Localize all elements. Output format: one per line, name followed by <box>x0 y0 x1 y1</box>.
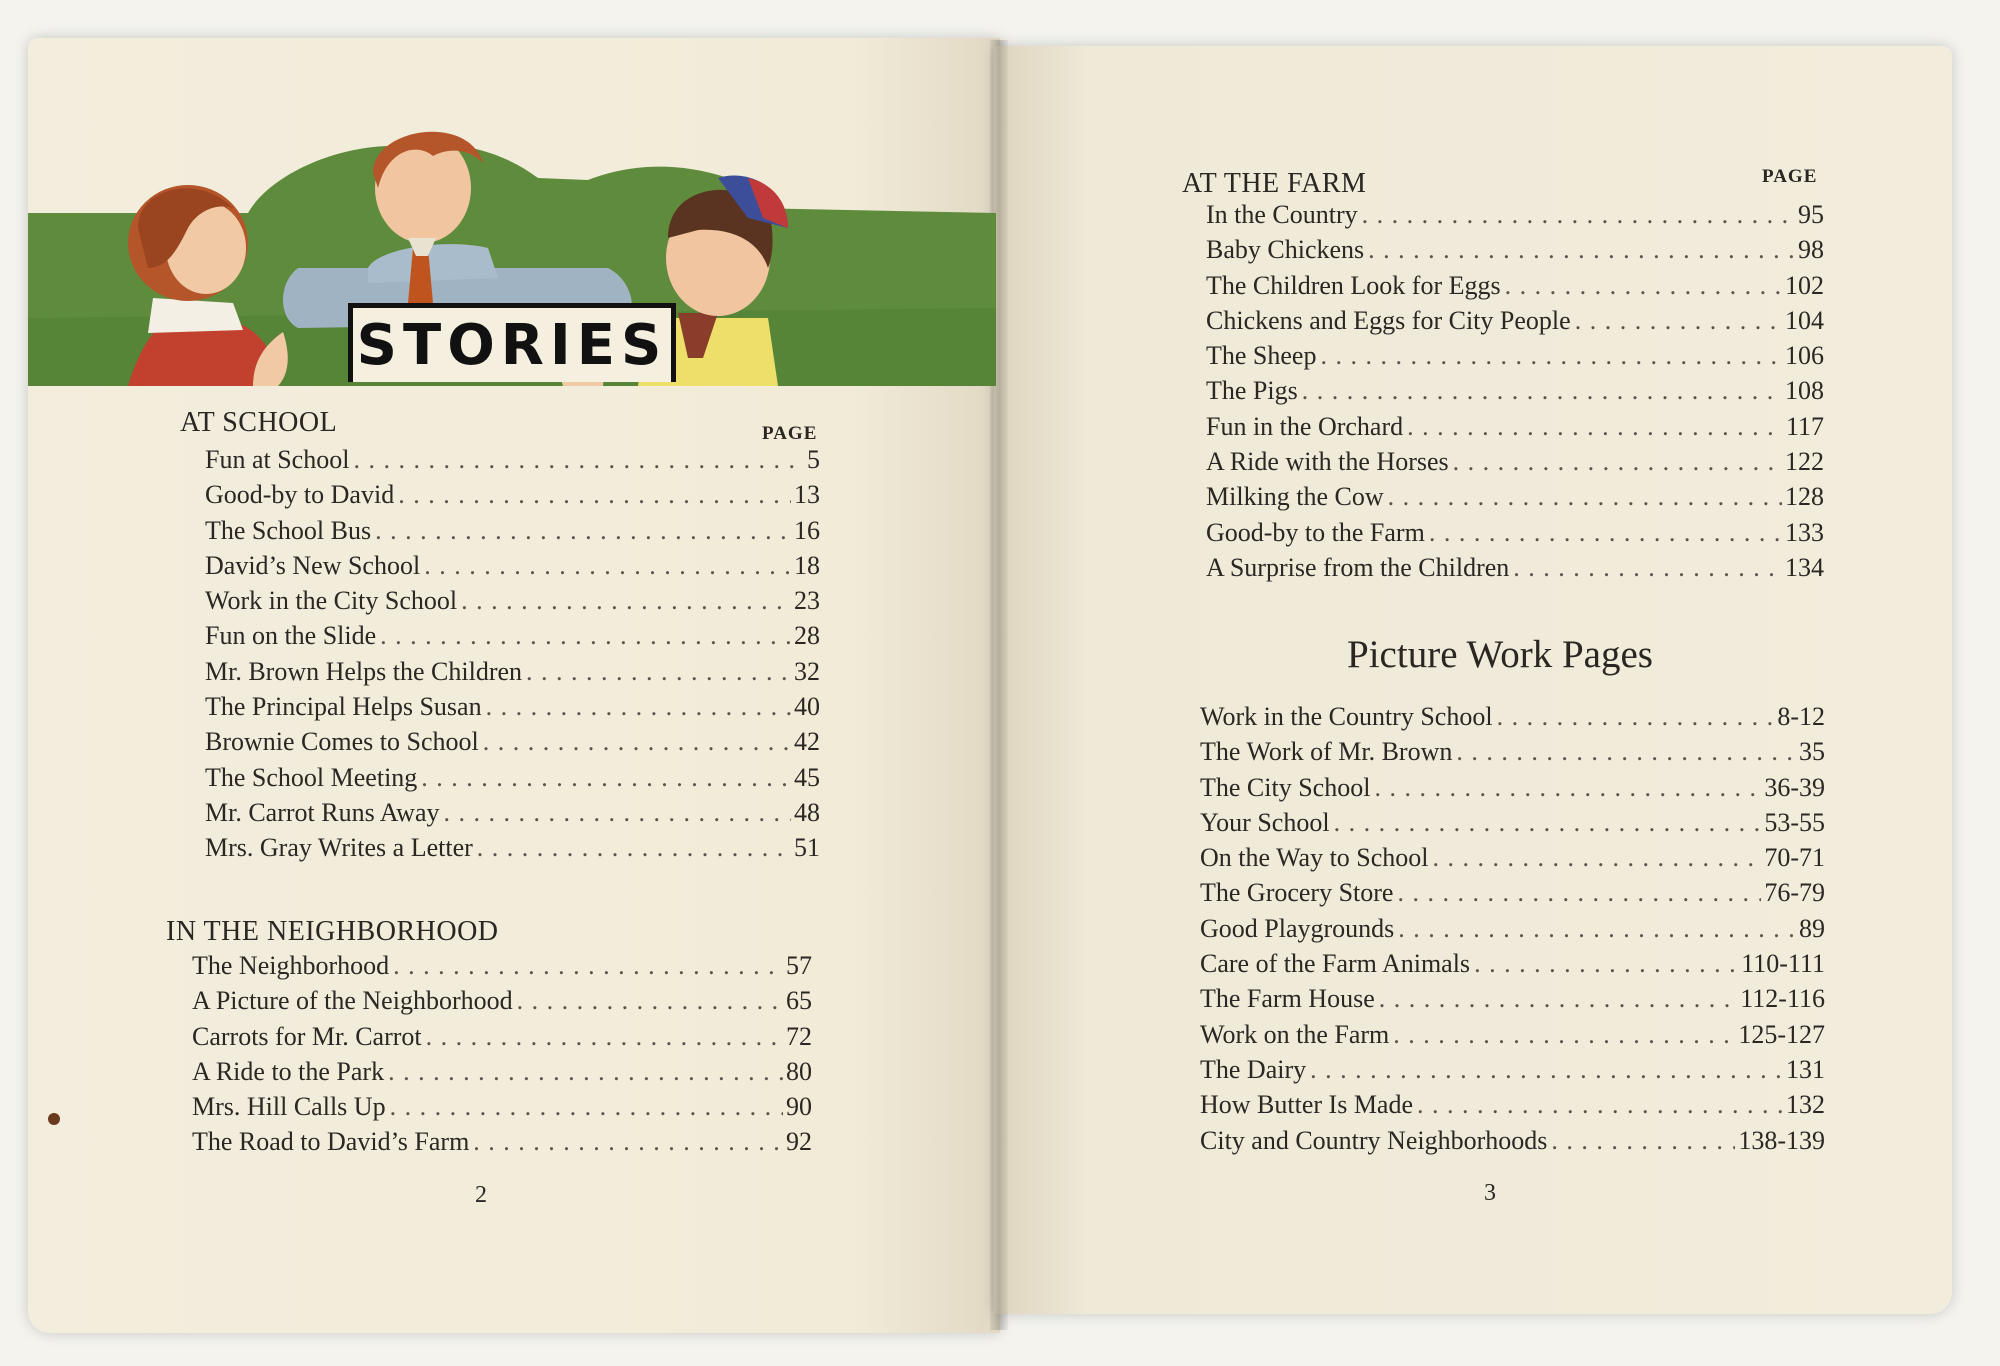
toc-entry-title: Good-by to the Farm <box>1206 517 1425 547</box>
toc-entry-page: 45 <box>794 762 820 792</box>
dot-leader <box>1320 341 1782 371</box>
toc-entry-page: 32 <box>794 656 820 686</box>
toc-entry-title: Mr. Brown Helps the Children <box>205 656 523 686</box>
toc-entry <box>1200 1090 1825 1125</box>
toc-entry-title: Your School <box>1200 807 1330 837</box>
dot-leader <box>517 986 783 1016</box>
dot-leader <box>426 1022 783 1052</box>
dot-leader <box>1379 984 1738 1014</box>
toc-entry <box>1200 702 1825 737</box>
toc-entry-title: The Sheep <box>1206 341 1317 371</box>
toc-entry <box>1200 843 1825 878</box>
toc-entry-title: Good Playgrounds <box>1200 913 1395 943</box>
page-column-label-right: PAGE <box>1762 166 1818 187</box>
toc-entry <box>205 798 820 833</box>
toc-entry <box>205 621 820 656</box>
dot-leader <box>1388 482 1782 512</box>
toc-entry-title: The Dairy <box>1200 1054 1307 1084</box>
dot-leader <box>1334 808 1762 838</box>
toc-entry-page: 110-111 <box>1741 949 1825 979</box>
dot-leader <box>421 763 791 793</box>
dot-leader <box>1393 1020 1735 1050</box>
toc-entry <box>1200 773 1825 808</box>
dot-leader <box>1456 737 1796 767</box>
toc-entry-title: Fun in the Orchard <box>1206 411 1404 441</box>
toc-entry-title: The Neighborhood <box>192 951 390 980</box>
toc-entry-title: Fun on the Slide <box>205 621 377 651</box>
toc-entry-title: The Principal Helps Susan <box>205 692 482 722</box>
dot-leader <box>424 551 791 581</box>
toc-entry-page: 108 <box>1785 376 1824 406</box>
toc-entry-page: 76-79 <box>1764 878 1825 908</box>
dot-leader <box>1433 843 1762 873</box>
toc-entry-title: Mrs. Gray Writes a Letter <box>205 833 473 863</box>
page-number-left: 2 <box>475 1182 487 1208</box>
toc-entry-page: 16 <box>794 515 820 545</box>
toc-entry-page: 57 <box>786 951 812 980</box>
page-column-label: PAGE <box>762 423 818 444</box>
picture-work-pages-heading: Picture Work Pages <box>1347 633 1653 676</box>
toc-entry <box>1206 200 1824 235</box>
toc-entry-page: 23 <box>794 586 820 616</box>
dot-leader <box>473 1127 783 1157</box>
toc-entry <box>1200 737 1825 772</box>
toc-entry-title: The School Meeting <box>205 762 418 792</box>
toc-entry-page: 102 <box>1785 270 1824 300</box>
dot-leader <box>390 1092 783 1122</box>
toc-entry <box>192 986 812 1021</box>
toc-entry <box>1200 1126 1825 1161</box>
toc-at-school <box>205 445 820 869</box>
dot-leader <box>1505 271 1782 301</box>
toc-entry <box>205 657 820 692</box>
toc-entry <box>205 763 820 798</box>
toc-entry-page: 80 <box>786 1056 812 1086</box>
toc-entry-page: 40 <box>794 692 820 722</box>
toc-entry-title: The Road to David’s Farm <box>192 1127 470 1157</box>
dot-leader <box>398 480 791 510</box>
dot-leader <box>1497 702 1775 732</box>
toc-entry-title: City and Country Neighborhoods <box>1200 1125 1548 1155</box>
toc-entry-page: 8-12 <box>1777 702 1825 731</box>
toc-entry-title: Carrots for Mr. Carrot <box>192 1021 422 1051</box>
stories-banner-title: STORIES <box>348 303 676 382</box>
toc-entry-title: A Ride with the Horses <box>1206 447 1449 477</box>
toc-entry-page: 104 <box>1785 305 1824 335</box>
toc-entry <box>1206 341 1824 376</box>
toc-entry <box>192 1022 812 1057</box>
toc-entry <box>1200 914 1825 949</box>
section-heading-at-the-farm: AT THE FARM <box>1182 168 1367 199</box>
dot-leader <box>1397 878 1761 908</box>
page-number-right: 3 <box>1484 1180 1496 1206</box>
toc-entry-page: 138-139 <box>1738 1125 1825 1155</box>
toc-entry-page: 51 <box>794 833 820 863</box>
toc-entry-page: 125-127 <box>1738 1019 1825 1049</box>
dot-leader <box>1362 200 1795 230</box>
dot-leader <box>1513 553 1782 583</box>
dot-leader <box>393 951 783 981</box>
toc-entry-title: David’s New School <box>205 550 421 580</box>
toc-entry <box>205 727 820 762</box>
dot-leader <box>1429 518 1782 548</box>
toc-entry <box>205 445 820 480</box>
dot-leader <box>1374 773 1761 803</box>
toc-entry-page: 92 <box>786 1127 812 1157</box>
toc-entry <box>1206 306 1824 341</box>
toc-entry-title: On the Way to School <box>1200 843 1429 873</box>
toc-entry-page: 133 <box>1785 517 1824 547</box>
toc-entry-title: The Children Look for Eggs <box>1206 270 1501 300</box>
toc-entry-page: 42 <box>794 727 820 757</box>
toc-entry <box>1200 808 1825 843</box>
toc-entry <box>192 1057 812 1092</box>
dot-leader <box>1310 1055 1783 1085</box>
toc-entry-title: Work in the Country School <box>1200 702 1493 731</box>
section-heading-at-school: AT SCHOOL <box>180 407 338 438</box>
dot-leader <box>1302 376 1782 406</box>
toc-entry <box>1200 1055 1825 1090</box>
toc-entry <box>205 586 820 621</box>
toc-entry-title: Work in the City School <box>205 586 458 616</box>
toc-entry <box>1206 412 1824 447</box>
toc-entry-page: 90 <box>786 1092 812 1122</box>
dot-leader <box>375 516 791 546</box>
toc-entry-page: 36-39 <box>1764 772 1825 802</box>
dot-leader <box>1398 914 1796 944</box>
toc-entry-title: Brownie Comes to School <box>205 727 479 757</box>
dot-leader <box>461 586 791 616</box>
toc-entry <box>205 480 820 515</box>
toc-entry-title: Milking the Cow <box>1206 482 1384 512</box>
toc-entry-title: Good-by to David <box>205 480 395 510</box>
toc-picture-work-pages <box>1200 702 1825 1161</box>
toc-entry-page: 122 <box>1785 447 1824 477</box>
toc-entry <box>192 1127 812 1162</box>
dot-leader <box>444 798 792 828</box>
toc-entry <box>1206 482 1824 517</box>
section-heading-neighborhood: IN THE NEIGHBORHOOD <box>166 916 499 947</box>
toc-entry-page: 106 <box>1785 341 1824 371</box>
toc-entry-page: 28 <box>794 621 820 651</box>
dot-leader <box>380 621 791 651</box>
dot-leader <box>1417 1090 1783 1120</box>
toc-entry-page: 35 <box>1799 737 1825 767</box>
toc-entry-page: 98 <box>1798 235 1824 265</box>
toc-entry-page: 95 <box>1798 200 1824 229</box>
toc-entry <box>1206 271 1824 306</box>
toc-entry-title: A Ride to the Park <box>192 1056 385 1086</box>
toc-entry-title: Care of the Farm Animals <box>1200 949 1471 979</box>
toc-entry <box>1200 878 1825 913</box>
toc-entry <box>1200 984 1825 1019</box>
toc-entry-title: The Farm House <box>1200 984 1375 1014</box>
toc-entry-title: Baby Chickens <box>1206 235 1365 265</box>
dot-leader <box>1474 949 1738 979</box>
toc-entry-page: 72 <box>786 1021 812 1051</box>
toc-entry-page: 112-116 <box>1740 984 1825 1014</box>
toc-entry-page: 134 <box>1785 552 1824 582</box>
toc-entry <box>1206 376 1824 411</box>
toc-entry <box>1206 447 1824 482</box>
dot-leader <box>353 445 804 475</box>
toc-entry-page: 89 <box>1799 913 1825 943</box>
toc-entry-title: Work on the Farm <box>1200 1019 1390 1049</box>
toc-entry-page: 5 <box>807 445 820 474</box>
dot-leader <box>526 657 791 687</box>
toc-entry-page: 128 <box>1785 482 1824 512</box>
toc-entry-page: 18 <box>794 550 820 580</box>
toc-entry <box>192 951 812 986</box>
toc-entry-title: A Picture of the Neighborhood <box>192 986 513 1016</box>
toc-entry-title: The Pigs <box>1206 376 1298 406</box>
toc-entry-title: The City School <box>1200 772 1371 802</box>
toc-entry-title: Mr. Carrot Runs Away <box>205 797 440 827</box>
toc-at-the-farm <box>1206 200 1824 588</box>
toc-entry-page: 48 <box>794 797 820 827</box>
toc-entry-page: 70-71 <box>1764 843 1825 873</box>
toc-entry-title: How Butter Is Made <box>1200 1090 1414 1120</box>
toc-neighborhood <box>192 951 812 1163</box>
toc-entry <box>1206 553 1824 588</box>
toc-entry-title: The Grocery Store <box>1200 878 1394 908</box>
toc-entry-title: In the Country <box>1206 200 1358 229</box>
toc-entry <box>205 692 820 727</box>
toc-entry <box>1206 235 1824 270</box>
ink-blot <box>48 1113 60 1125</box>
toc-entry <box>192 1092 812 1127</box>
dot-leader <box>1551 1126 1735 1156</box>
toc-entry-title: Chickens and Eggs for City People <box>1206 305 1571 335</box>
toc-entry-title: Mrs. Hill Calls Up <box>192 1092 386 1122</box>
toc-entry-title: Fun at School <box>205 445 350 474</box>
toc-entry <box>205 833 820 868</box>
dot-leader <box>477 833 791 863</box>
dot-leader <box>486 692 791 722</box>
toc-entry-page: 131 <box>1786 1054 1825 1084</box>
dot-leader <box>388 1057 783 1087</box>
toc-entry <box>1200 1020 1825 1055</box>
dot-leader <box>1368 235 1795 265</box>
toc-entry-title: The Work of Mr. Brown <box>1200 737 1453 767</box>
toc-entry <box>205 516 820 551</box>
toc-entry-page: 117 <box>1785 411 1824 441</box>
toc-entry <box>205 551 820 586</box>
toc-entry <box>1206 518 1824 553</box>
toc-entry-title: A Surprise from the Children <box>1206 552 1510 582</box>
dot-leader <box>1453 447 1782 477</box>
toc-entry-page: 132 <box>1786 1090 1825 1120</box>
toc-entry-page: 65 <box>786 986 812 1016</box>
dot-leader <box>1575 306 1782 336</box>
toc-entry <box>1200 949 1825 984</box>
toc-entry-title: The School Bus <box>205 515 372 545</box>
toc-entry-page: 53-55 <box>1764 807 1825 837</box>
dot-leader <box>1407 412 1783 442</box>
toc-entry-page: 13 <box>794 480 820 510</box>
dot-leader <box>483 727 791 757</box>
